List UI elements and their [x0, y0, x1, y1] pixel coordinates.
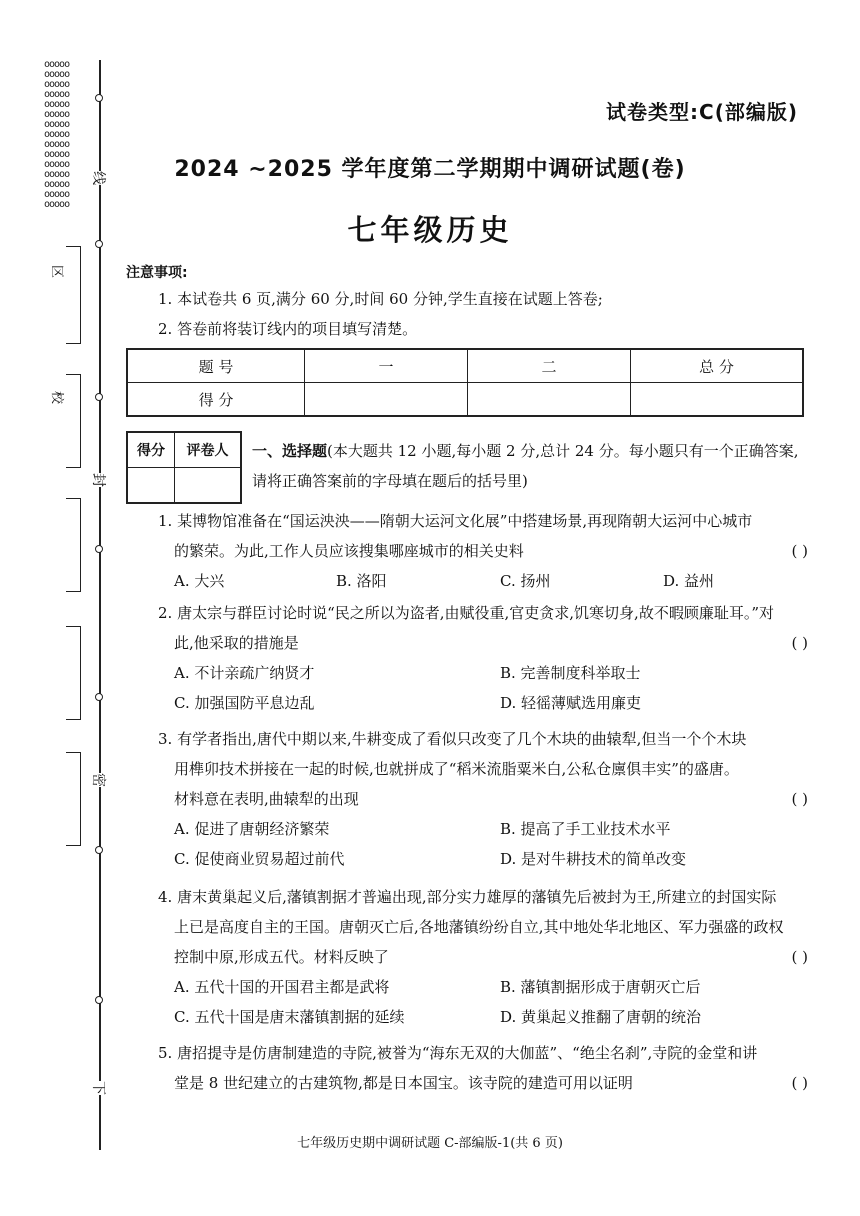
binding-char: 下	[89, 1081, 109, 1095]
section-desc: (本大题共 12 小题,每小题 2 分,总计 24 分。每小题只有一个正确答案,请将正确答案前的字母填在题后的括号里)	[252, 442, 799, 490]
question-stem: 上已是高度自主的王国。唐朝灭亡后,各地藩镇纷纷自立,其中地处华北地区、军力强盛的政权	[174, 918, 784, 936]
binding-field	[66, 752, 81, 846]
option: A. 不计亲疏广纳贤才	[174, 664, 315, 682]
score-cell[interactable]	[468, 383, 631, 417]
score-header-cell: 题 号	[127, 349, 305, 383]
answer-blank[interactable]: ( )	[791, 634, 808, 652]
binding-field	[66, 374, 81, 468]
option: C. 促使商业贸易超过前代	[174, 850, 345, 868]
question-stem: 此,他采取的措施是	[174, 634, 299, 652]
score-cell[interactable]	[631, 383, 804, 417]
score-table	[126, 348, 804, 417]
option: A. 五代十国的开国君主都是武将	[174, 978, 390, 996]
option: B. 完善制度科举取士	[500, 664, 641, 682]
section-title: 一、选择题	[252, 442, 328, 460]
question-stem: 的繁荣。为此,工作人员应该搜集哪座城市的相关史料	[174, 542, 524, 560]
section-heading	[252, 436, 808, 496]
binding-field	[66, 246, 81, 344]
option: D. 轻徭薄赋选用廉吏	[500, 694, 642, 712]
subject-title: 七年级历史	[347, 213, 513, 247]
binding-circle	[95, 693, 103, 701]
option: C. 扬州	[500, 572, 551, 590]
option: A. 促进了唐朝经济繁荣	[174, 820, 330, 838]
question-stem: 控制中原,形成五代。材料反映了	[174, 948, 389, 966]
binding-char: 线	[89, 171, 109, 185]
notice-item: 2. 答卷前将装订线内的项目填写清楚。	[158, 320, 418, 338]
question-stem: 2. 唐太宗与群臣讨论时说“民之所以为盗者,由赋役重,官吏贪求,饥寒切身,故不暇顾廉耻耳。”对	[158, 604, 774, 622]
question-stem: 1. 某博物馆准备在“国运泱泱——隋朝大运河文化展”中搭建场景,再现隋朝大运河中心城市	[158, 512, 753, 530]
binding-char: 封	[89, 473, 109, 487]
binding-label: 区	[49, 264, 65, 279]
binding-circle	[95, 94, 103, 102]
binding-field	[66, 626, 81, 720]
binding-field	[66, 498, 81, 592]
binding-circle	[95, 393, 103, 401]
page-footer: 七年级历史期中调研试题 C-部编版-1(共 6 页)	[297, 1136, 563, 1151]
binding-circle	[95, 846, 103, 854]
score-cell[interactable]	[305, 383, 468, 417]
question-5	[158, 1038, 808, 1098]
answer-blank[interactable]: ( )	[791, 790, 808, 808]
question-stem: 材料意在表明,曲辕犁的出现	[174, 790, 359, 808]
notice-item: 1. 本试卷共 6 页,满分 60 分,时间 60 分钟,学生直接在试题上答卷;	[158, 290, 603, 308]
option: D. 益州	[663, 572, 715, 590]
score-header-cell: 二	[468, 349, 631, 383]
answer-blank[interactable]: ( )	[791, 1074, 808, 1092]
answer-blank[interactable]: ( )	[791, 542, 808, 560]
question-2	[158, 598, 808, 718]
grader-score-cell[interactable]	[127, 468, 175, 504]
grader-name-cell[interactable]	[175, 468, 242, 504]
binding-circle	[95, 996, 103, 1004]
option: D. 是对牛耕技术的简单改变	[500, 850, 687, 868]
question-stem: 5. 唐招提寺是仿唐制建造的寺院,被誉为“海东无双的大伽蓝”、“绝尘名刹”,寺院的金堂和讲	[158, 1044, 758, 1062]
exam-title: 2024 ~2025 学年度第二学期期中调研试题(卷)	[174, 157, 686, 182]
question-4	[158, 882, 808, 1032]
question-1	[158, 506, 808, 596]
option: B. 洛阳	[336, 572, 387, 590]
binding-char: 密	[89, 773, 109, 787]
question-stem: 用榫卯技术拼接在一起的时候,也就拼成了“稻米流脂粟米白,公私仓廪俱丰实”的盛唐。	[174, 760, 739, 778]
score-header-cell: 一	[305, 349, 468, 383]
option: B. 藩镇割据形成于唐朝灭亡后	[500, 978, 701, 996]
question-stem: 4. 唐末黄巢起义后,藩镇割据才普遍出现,部分实力雄厚的藩镇先后被封为王,所建立的封国实际	[158, 888, 777, 906]
exam-type: 试卷类型:C(部编版)	[606, 100, 798, 124]
grader-score-label: 得分	[127, 432, 175, 468]
grader-name-label: 评卷人	[175, 432, 242, 468]
score-header-cell: 总 分	[631, 349, 804, 383]
option: C. 加强国防平息边乱	[174, 694, 315, 712]
binding-label: 校	[49, 390, 65, 405]
question-stem: 堂是 8 世纪建立的古建筑物,都是日本国宝。该寺院的建造可用以证明	[174, 1074, 633, 1092]
option: B. 提高了手工业技术水平	[500, 820, 671, 838]
binding-dots: ooooo ooooo ooooo ooooo ooooo ooooo ooooo ooooo ooooo ooooo ooooo ooooo ooooo ooooo ooooo	[44, 59, 70, 210]
answer-blank[interactable]: ( )	[791, 948, 808, 966]
question-stem: 3. 有学者指出,唐代中期以来,牛耕变成了看似只改变了几个木块的曲辕犁,但当一个个木块	[158, 730, 747, 748]
option: A. 大兴	[174, 572, 225, 590]
score-row-label: 得 分	[127, 383, 305, 417]
binding-circle	[95, 545, 103, 553]
option: C. 五代十国是唐末藩镇割据的延续	[174, 1008, 405, 1026]
option: D. 黄巢起义推翻了唐朝的统治	[500, 1008, 702, 1026]
question-3	[158, 724, 808, 874]
grader-table	[126, 431, 242, 504]
notice-heading: 注意事项:	[126, 265, 188, 281]
